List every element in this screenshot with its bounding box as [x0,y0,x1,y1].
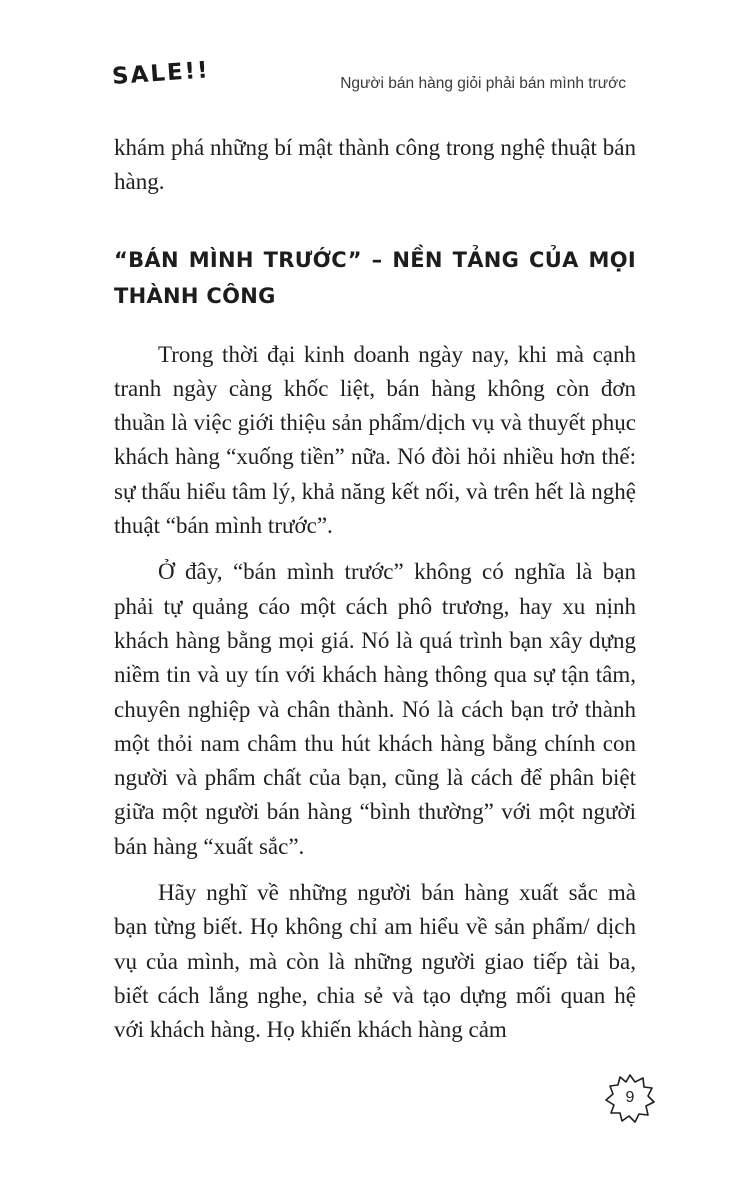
page-body [114,131,636,1048]
brand-logo: SALE!! [111,57,211,90]
body-paragraph-2: Ở đây, “bán mình trước” không có nghĩa là bạn phải tự quảng cáo một cách phô trương, hay xu nịnh khách hàng bằng mọi giá. Nó là quá trình bạn xây dựng niềm tin và uy tín với khách hàng thông qua sự tận tâm, chuyên nghiệp và chân thành. Nó là cách bạn trở thành một thỏi nam châm thu hút khách hàng bằng chính con người và phẩm chất của bạn, cũng là cách để phân biệt giữa một người bán hàng “bình thường” với một người bán hàng “xuất sắc”. [114,559,636,859]
body-paragraph-3: Hãy nghĩ về những người bán hàng xuất sắc mà bạn từng biết. Họ không chỉ am hiểu về sản phẩm/ dịch vụ của mình, mà còn là những người giao tiếp tài ba, biết cách lắng nghe, chia sẻ và tạo dựng mối quan hệ với khách hàng. Họ khiến khách hàng cảm [114,880,636,1043]
page-number: 9 [625,1089,635,1106]
page-number-badge [604,1072,656,1124]
continuation-paragraph: khám phá những bí mật thành công trong nghệ thuật bán hàng. [114,135,636,195]
body-paragraph-1: Trong thời đại kinh doanh ngày nay, khi mà cạnh tranh ngày càng khốc liệt, bán hàng không còn đơn thuần là việc giới thiệu sản phẩm/dịch vụ và thuyết phục khách hàng “xuống tiền” nữa. Nó đòi hỏi nhiều hơn thế: sự thấu hiểu tâm lý, khả năng kết nối, và trên hết là nghệ thuật “bán mình trước”. [114,341,636,539]
section-heading: “BÁN MÌNH TRƯỚC” – NỀN TẢNG CỦA MỌI THÀNH CÔNG [114,247,636,308]
running-title: Người bán hàng giỏi phải bán mình trước [340,75,626,92]
